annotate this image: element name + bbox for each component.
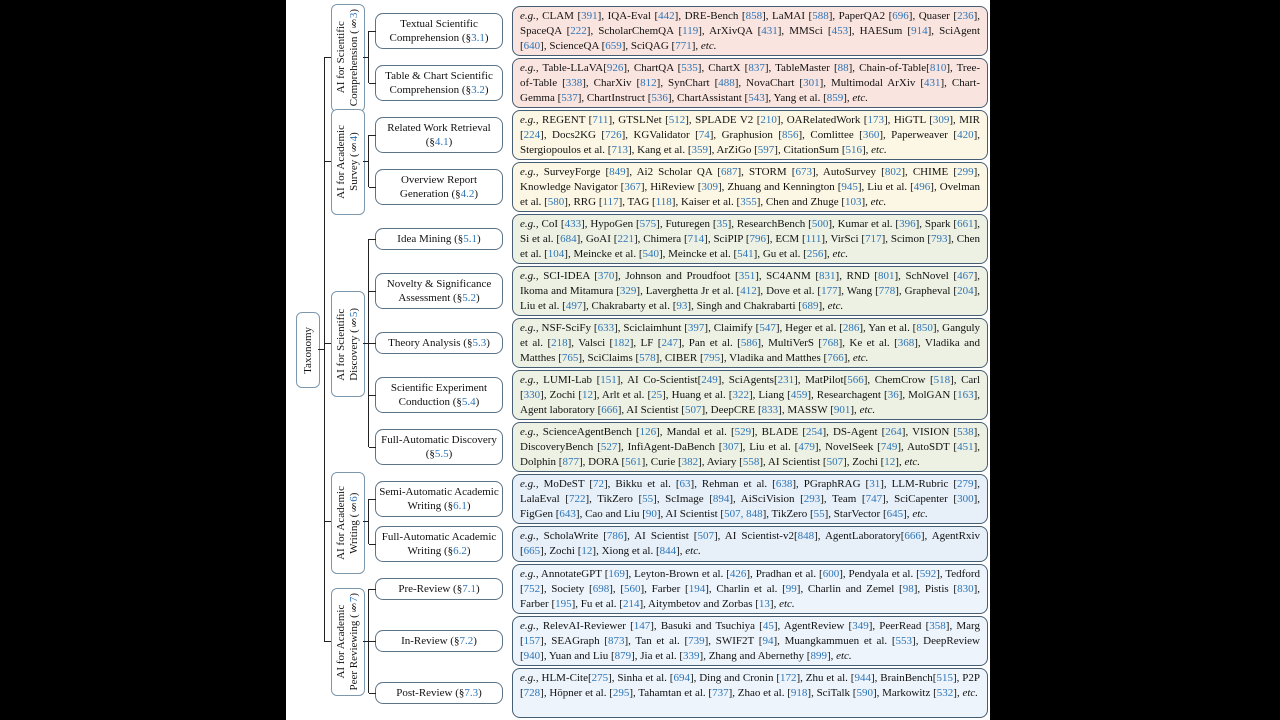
citations-6-2: e.g., ScholaWrite [786], AI Scientist [507], AI Scientist-v2[848], AgentLaboratory[666], AgentRxiv [665], Zochi [12], Xiong et al. [844], etc. [512,526,988,562]
citations-5-2: e.g., SCI-IDEA [370], Johnson and Proudfoot [351], SC4ANM [831], RND [801], SchNovel [467], Ikoma and Mitamura [329], Laverghetta Jr et al. [412], Dove et al. [177], Wang [778], Grapheval [204], Liu et al. [497], Chakrabarty et al. [93], Singh and Chakrabarti [689], etc. [512,266,988,316]
citations-5-4: e.g., LUMI-Lab [151], AI Co-Scientist[249], SciAgents[231], MatPilot[566], ChemCrow [518], Carl [330], Zochi [12], Arlt et al. [25], Huang et al. [322], Liang [459], Researchagent [36], MolGAN [163], Agent laboratory [666], AI Scientist [507], DeepCRE [833], MASSW [901], etc. [512,370,988,420]
citations-4-1: e.g., REGENT [711], GTSLNet [512], SPLADE V2 [210], OARelatedWork [173], HiGTL [309], MIR [224], Docs2KG [726], KGValidator [74], Graphusion [856], Comlittee [360], Paperweaver [420], Stergiopoulos et al. [713], Kang et al. [359], ArZiGo [597], CitationSum [516], etc. [512,110,988,160]
node-overview-report-generation: Overview Report Generation (§4.2) [375,169,503,205]
row-5-5 [286,422,990,472]
citations-6-1: e.g., MoDeST [72], Bikku et al. [63], Rehman et al. [638], PGraphRAG [31], LLM-Rubric [279], LalaEval [722], TikZero [55], ScImage [894], AiSciVision [293], Team [747], SciCapenter [300], FigGen [643], Cao and Liu [90], AI Scientist [507, 848], TikZero [55], StarVector [645], etc. [512,474,988,524]
citations-5-3: e.g., NSF-SciFy [633], Sciclaimhunt [397], Claimify [547], Heger et al. [286], Yan et al. [850], Ganguly et al. [218], Valsci [182], LF [247], Pan et al. [586], MultiVerS [768], Ke et al. [368], Vladika and Matthes [765], SciClaims [578], CIBER [795], Vladika and Matthes [766], etc. [512,318,988,368]
citations-5-1: e.g., CoI [433], HypoGen [575], Futuregen [35], ResearchBench [500], Kumar et al. [396], Spark [661], Si et al. [684], GoAI [221], Chimera [714], SciPIP [796], ECM [111], VirSci [717], Scimon [793], Chen et al. [104], Meincke et al. [540], Meincke et al. [541], Gu et al. [256], etc. [512,214,988,264]
row-4-1 [286,110,990,160]
row-6-2 [286,526,990,562]
row-7-3 [286,668,990,718]
row-5-1 [286,214,990,264]
group-label-text: AI for Academic Survey (§4) [335,125,360,199]
node-post-review: Post-Review (§7.3) [375,682,503,704]
group-label-text: AI for Scientific Comprehension (§3) [335,9,360,107]
citations-7-2: e.g., RelevAI-Reviewer [147], Basuki and Tsuchiya [45], AgentReview [349], PeerRead [358], Marg [157], SEAGraph [873], Tan et al. [739], SWIF2T [94], Muangkammuen et al. [553], DeepReview [940], Yuan and Liu [879], Jia et al. [339], Zhang and Abernethy [899], etc. [512,616,988,666]
node-textual-scientific-comprehension: Textual Scientific Comprehension (§3.1) [375,13,503,49]
group-label-text: AI for Scientific Discovery (§5) [335,307,360,381]
row-4-2 [286,162,990,212]
citations-7-1: e.g., AnnotateGPT [169], Leyton-Brown et al. [426], Pradhan et al. [600], Pendyala et al. [592], Tedford [752], Society [698], [560], Farber [194], Charlin et al. [99], Charlin and Zemel [98], Pistis [830], Farber [195], Fu et al. [214], Aitymbetov and Zorbas [13], etc. [512,564,988,614]
group-label-text: AI for Academic Peer Reviewing (§7) [335,593,360,691]
root-node-label: Taxonomy [301,326,314,374]
row-5-2 [286,266,990,316]
node-novelty-significance-assessment: Novelty & Significance Assessment (§5.2) [375,273,503,309]
row-7-1 [286,564,990,614]
node-full-automatic-academic-writing: Full-Automatic Academic Writing (§6.2) [375,526,503,562]
taxonomy-figure [286,0,990,720]
node-full-automatic-discovery: Full-Automatic Discovery (§5.5) [375,429,503,465]
citations-5-5: e.g., ScienceAgentBench [126], Mandal et al. [529], BLADE [254], DS-Agent [264], VISION [538], DiscoveryBench [527], InfiAgent-DaBench [307], Liu et al. [479], NovelSeek [749], AutoSDT [451], Dolphin [877], DORA [561], Curie [382], Aviary [558], AI Scientist [507], Zochi [12], etc. [512,422,988,472]
node-related-work-retrieval: Related Work Retrieval (§4.1) [375,117,503,153]
node-semi-automatic-academic-writing: Semi-Automatic Academic Writing (§6.1) [375,481,503,517]
row-5-4 [286,370,990,420]
node-in-review: In-Review (§7.2) [375,630,503,652]
row-3-1 [286,6,990,56]
node-scientific-experiment-conduction: Scientific Experiment Conduction (§5.4) [375,377,503,413]
citations-7-3: e.g., HLM-Cite[275], Sinha et al. [694], Ding and Cronin [172], Zhu et al. [944], BrainBench[515], P2P [728], Höpner et al. [295], Tahamtan et al. [737], Zhao et al. [918], SciTalk [590], Markowitz [532], etc. [512,668,988,718]
citations-3-2: e.g., Table-LLaVA[926], ChartQA [535], ChartX [837], TableMaster [88], Chain-of-Table[810], Tree-of-Table [338], CharXiv [812], SynChart [488], NovaChart [301], Multimodal ArXiv [431], Chart-Gemma [537], ChartInstruct [536], ChartAssistant [543], Yang et al. [859], etc. [512,58,988,108]
node-pre-review: Pre-Review (§7.1) [375,578,503,600]
row-5-3 [286,318,990,368]
node-theory-analysis: Theory Analysis (§5.3) [375,332,503,354]
node-idea-mining: Idea Mining (§5.1) [375,228,503,250]
citations-4-2: e.g., SurveyForge [849], Ai2 Scholar QA [687], STORM [673], AutoSurvey [802], CHIME [299], Knowledge Navigator [367], HiReview [309], Zhuang and Kennington [945], Liu et al. [496], Ovelman et al. [580], RRG [117], TAG [118], Kaiser et al. [355], Chen and Zhuge [103], etc. [512,162,988,212]
row-6-1 [286,474,990,524]
row-3-2 [286,58,990,108]
row-7-2 [286,616,990,666]
group-label-text: AI for Academic Writing (§6) [335,486,360,560]
citations-3-1: e.g., CLAM [391], IQA-Eval [442], DRE-Bench [858], LaMAI [588], PaperQA2 [696], Quaser [236], SpaceQA [222], ScholarChemQA [119], ArXivQA [431], MMSci [453], HAESum [914], SciAgent [640], ScienceQA [659], SciQAG [771], etc. [512,6,988,56]
node-table-chart-scientific-comprehension: Table & Chart Scientific Comprehension (§3.2) [375,65,503,101]
